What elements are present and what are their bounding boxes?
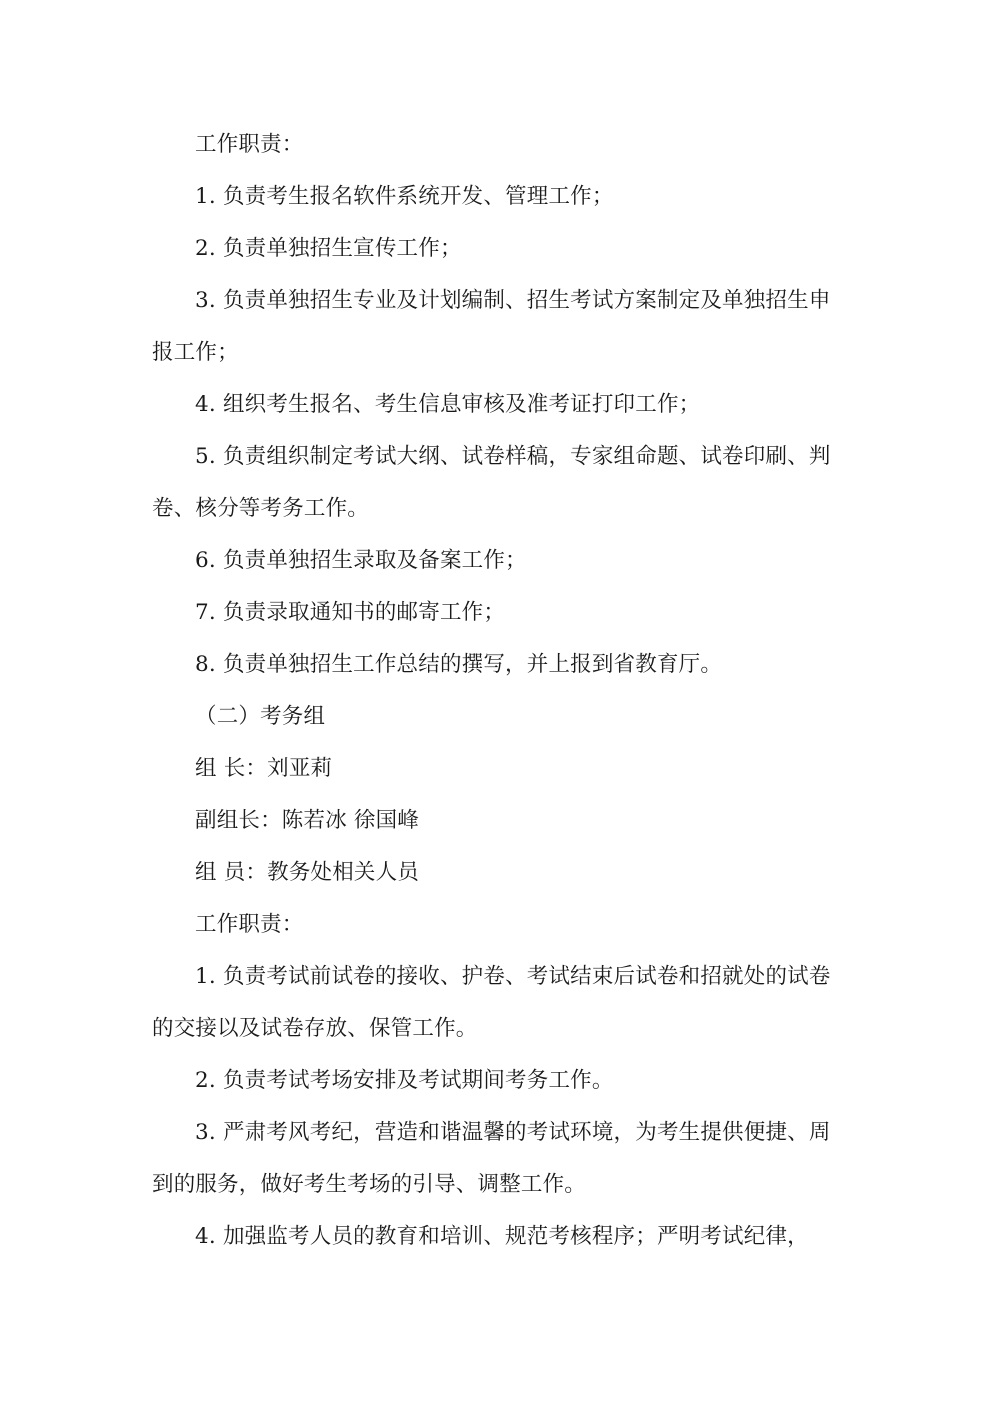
paragraph: 工作职责：: [195, 132, 304, 157]
document-body: [152, 119, 846, 1263]
paragraph: 7. 负责录取通知书的邮寄工作；: [195, 600, 506, 625]
paragraph: 5. 负责组织制定考试大纲、试卷样稿，专家组命题、试卷印刷、判卷、核分等考务工作。: [152, 444, 831, 521]
paragraph: 1. 负责考生报名软件系统开发、管理工作；: [195, 184, 614, 209]
paragraph: 3. 严肃考风考纪，营造和谐温馨的考试环境，为考生提供便捷、周到的服务，做好考生考场的引导、调整工作。: [152, 1120, 831, 1197]
paragraph: 4. 加强监考人员的教育和培训、规范考核程序；严明考试纪律，: [195, 1224, 809, 1249]
paragraph: 工作职责：: [195, 912, 304, 937]
paragraph: 2. 负责单独招生宣传工作；: [195, 236, 462, 261]
paragraph: 6. 负责单独招生录取及备案工作；: [195, 548, 527, 573]
paragraph: 3. 负责单独招生专业及计划编制、招生考试方案制定及单独招生申报工作；: [152, 288, 831, 365]
group-leader-line: 组 长：刘亚莉: [195, 756, 333, 781]
section-heading: （二）考务组: [195, 704, 326, 729]
paragraph: 8. 负责单独招生工作总结的撰写，并上报到省教育厅。: [195, 652, 723, 677]
deputy-leader-line: 副组长：陈若冰 徐国峰: [195, 808, 420, 833]
paragraph: 1. 负责考试前试卷的接收、护卷、考试结束后试卷和招就处的试卷的交接以及试卷存放、保管工作。: [152, 964, 831, 1041]
paragraph: 4. 组织考生报名、考生信息审核及准考证打印工作；: [195, 392, 701, 417]
members-line: 组 员：教务处相关人员: [195, 860, 420, 885]
paragraph: 2. 负责考试考场安排及考试期间考务工作。: [195, 1068, 614, 1093]
